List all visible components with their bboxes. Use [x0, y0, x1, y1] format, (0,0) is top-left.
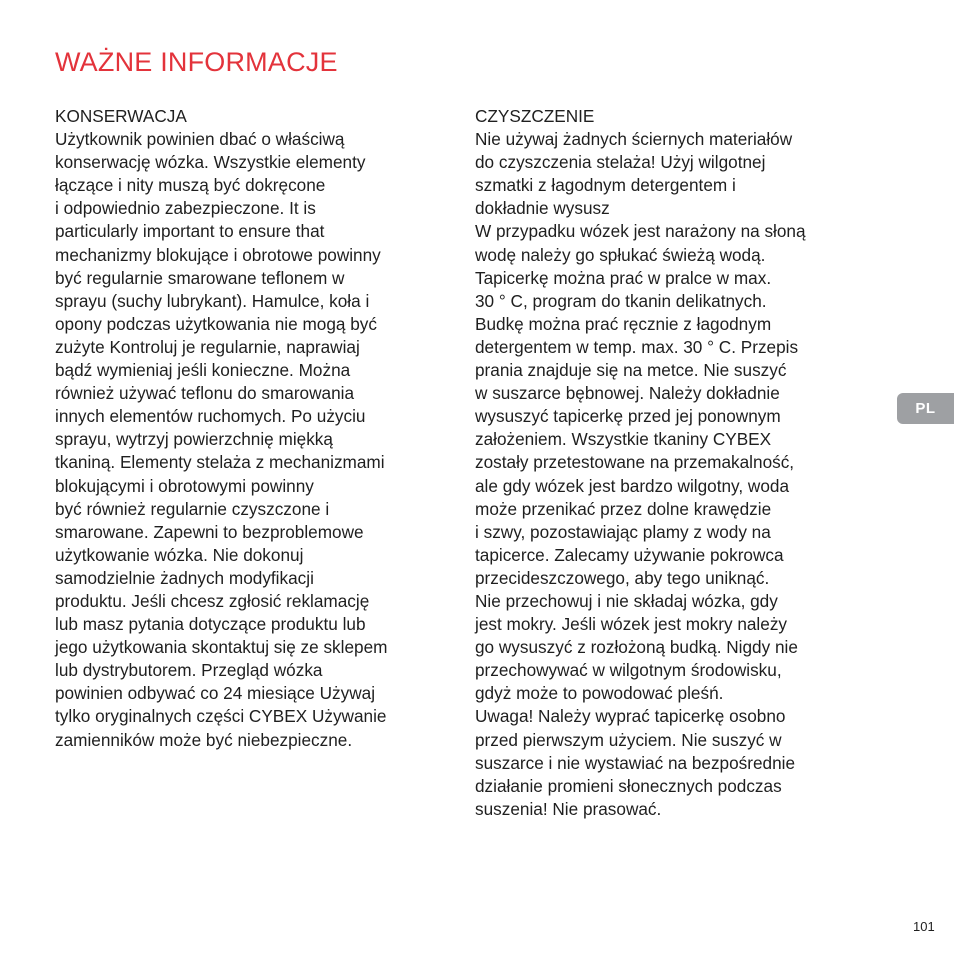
- text-line: przechowywać w wilgotnym środowisku,: [475, 660, 782, 681]
- text-line: założeniem. Wszystkie tkaniny CYBEX: [475, 429, 772, 450]
- text-line: sprayu, wytrzyj powierzchnię miękką: [55, 429, 333, 450]
- text-line: smarowane. Zapewni to bezproblemowe: [55, 521, 364, 542]
- text-line: do czyszczenia stelaża! Użyj wilgotnej: [475, 152, 766, 173]
- text-line: działanie promieni słonecznych podczas: [475, 775, 782, 796]
- text-line: i odpowiednio zabezpieczone. It is: [55, 198, 316, 219]
- cleaning-heading: CZYSZCZENIE: [475, 106, 595, 126]
- maintenance-section: [55, 105, 447, 752]
- text-line: W przypadku wózek jest narażony na słoną: [475, 221, 806, 242]
- text-line: mechanizmy blokujące i obrotowe powinny: [55, 244, 381, 265]
- maintenance-heading: KONSERWACJA: [55, 106, 187, 126]
- text-line: zostały przetestowane na przemakalność,: [475, 452, 795, 473]
- text-line: jego użytkowania skontaktuj się ze sklepem: [55, 637, 388, 658]
- language-tab: PL: [897, 393, 954, 424]
- text-line: suszenia! Nie prasować.: [475, 798, 662, 819]
- text-line: również używać teflonu do smarowania: [55, 383, 355, 404]
- text-line: powinien odbywać co 24 miesiące Używaj: [55, 683, 376, 704]
- text-line: konserwację wózka. Wszystkie elementy: [55, 152, 366, 173]
- text-line: blokującymi i obrotowymi powinny: [55, 475, 314, 496]
- text-line: sprayu (suchy lubrykant). Hamulce, koła i: [55, 290, 370, 311]
- text-line: może przenikać przez dolne krawędzie: [475, 498, 772, 519]
- page-title: WAŻNE INFORMACJE: [55, 47, 338, 77]
- text-line: tapicerce. Zalecamy używanie pokrowca: [475, 544, 784, 565]
- text-line: suszarce i nie wystawiać na bezpośrednie: [475, 752, 796, 773]
- text-line: dokładnie wysusz: [475, 198, 610, 219]
- text-line: prania znajduje się na metce. Nie suszyć: [475, 360, 787, 381]
- text-line: Nie przechowuj i nie składaj wózka, gdy: [475, 590, 778, 611]
- text-line: particularly important to ensure that: [55, 221, 325, 242]
- text-line: bądź wymieniaj jeśli konieczne. Można: [55, 360, 351, 381]
- text-line: być regularnie smarowane teflonem w: [55, 267, 345, 288]
- text-line: łączące i nity muszą być dokręcone: [55, 175, 326, 196]
- maintenance-text: [55, 128, 447, 752]
- text-line: przecideszczowego, aby tego uniknąć.: [475, 567, 770, 588]
- text-line: go wysuszyć z rozłożoną budką. Nigdy nie: [475, 637, 798, 658]
- text-line: użytkowanie wózka. Nie dokonuj: [55, 544, 304, 565]
- text-line: jest mokry. Jeśli wózek jest mokry należy: [475, 614, 788, 635]
- text-line: przed pierwszym użyciem. Nie suszyć w: [475, 729, 782, 750]
- text-line: tylko oryginalnych części CYBEX Używanie: [55, 706, 387, 727]
- text-line: i szwy, pozostawiając plamy z wody na: [475, 521, 771, 542]
- text-line: zamienników może być niebezpieczne.: [55, 729, 353, 750]
- text-line: Tapicerkę można prać w pralce w max.: [475, 267, 772, 288]
- text-line: detergentem w temp. max. 30 ° C. Przepis: [475, 336, 799, 357]
- text-line: zużyte Kontroluj je regularnie, naprawiaj: [55, 336, 360, 357]
- text-line: wodę należy go spłukać świeżą wodą.: [475, 244, 766, 265]
- text-line: ale gdy wózek jest bardzo wilgotny, woda: [475, 475, 789, 496]
- text-line: w suszarce bębnowej. Należy dokładnie: [475, 383, 780, 404]
- cleaning-section: [475, 105, 867, 821]
- text-line: wysuszyć tapicerkę przed jej ponownym: [475, 406, 781, 427]
- text-line: opony podczas użytkowania nie mogą być: [55, 313, 377, 334]
- text-line: Budkę można prać ręcznie z łagodnym: [475, 313, 772, 334]
- cleaning-text: [475, 128, 867, 821]
- text-line: lub dystrybutorem. Przegląd wózka: [55, 660, 323, 681]
- text-line: gdyż może to powodować pleśń.: [475, 683, 724, 704]
- text-line: być również regularnie czyszczone i: [55, 498, 330, 519]
- text-line: samodzielnie żadnych modyfikacji: [55, 567, 314, 588]
- page-number: 101: [913, 919, 935, 934]
- text-line: tkaniną. Elementy stelaża z mechanizmami: [55, 452, 385, 473]
- text-line: innych elementów ruchomych. Po użyciu: [55, 406, 366, 427]
- text-line: Uwaga! Należy wyprać tapicerkę osobno: [475, 706, 786, 727]
- text-line: szmatki z łagodnym detergentem i: [475, 175, 736, 196]
- text-line: Nie używaj żadnych ściernych materiałów: [475, 129, 793, 150]
- text-line: 30 ° C, program do tkanin delikatnych.: [475, 290, 767, 311]
- text-line: Użytkownik powinien dbać o właściwą: [55, 129, 345, 150]
- text-line: lub masz pytania dotyczące produktu lub: [55, 614, 366, 635]
- text-line: produktu. Jeśli chcesz zgłosić reklamację: [55, 590, 370, 611]
